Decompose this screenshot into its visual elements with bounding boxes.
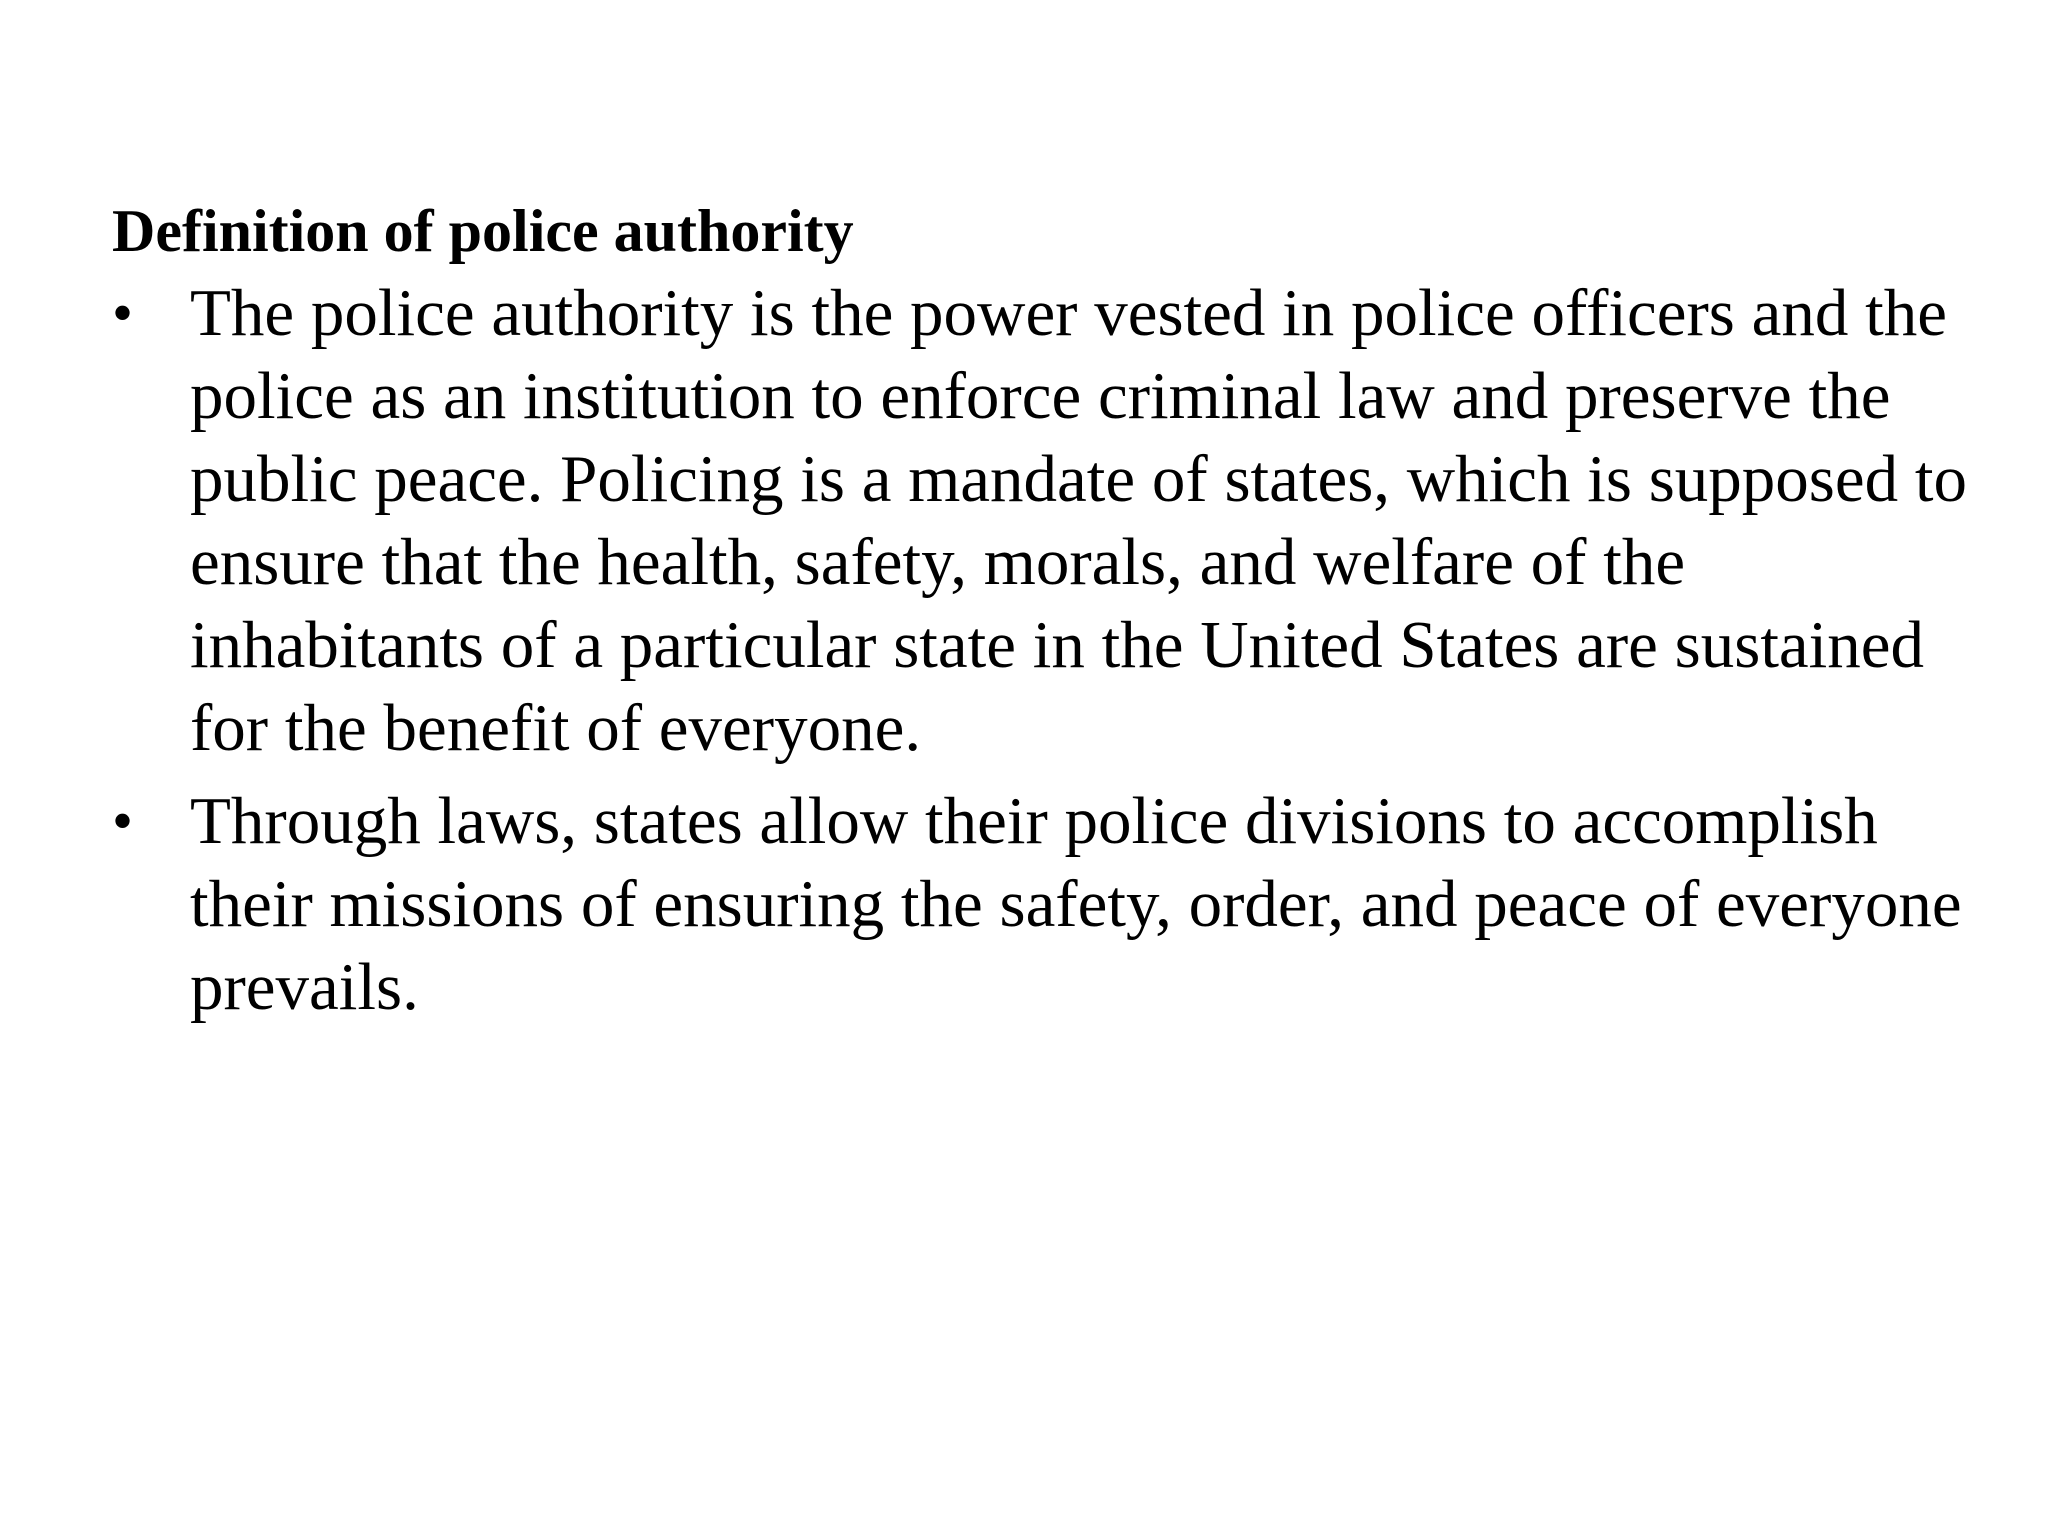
bullet-list	[112, 272, 1972, 1029]
bullet-item	[112, 780, 1972, 1029]
bullet-icon: •	[112, 788, 134, 854]
bullet-icon: •	[112, 280, 134, 346]
bullet-text: Through laws, states allow their police divisions to accomplish their missions of ensuring the safety, order, and peace of everyone prevails.	[190, 784, 1962, 1024]
bullet-text: The police authority is the power vested in police officers and the police as an institution to enforce criminal law and preserve the public peace. Policing is a mandate of states, which is supposed to ensure that the health, safety, morals, and welfare of the inhabitants of a particular state in the United States are sustained for the benefit of everyone.	[190, 276, 1967, 765]
bullet-item	[112, 272, 1972, 770]
slide-content	[112, 190, 1972, 1039]
slide-heading: Definition of police authority	[112, 198, 854, 264]
